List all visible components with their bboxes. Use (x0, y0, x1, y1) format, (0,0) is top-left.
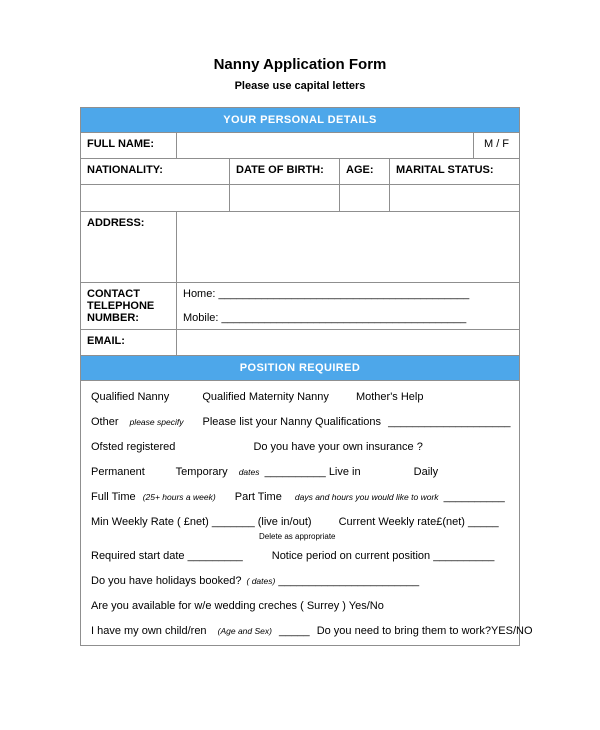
email-label: EMAIL: (87, 335, 125, 347)
holidays-dates-note: ( dates) (246, 576, 276, 586)
notice-period-label: Notice period on current position (271, 550, 431, 562)
rates-line (91, 516, 509, 528)
position-required-header: POSITION REQUIRED (81, 355, 519, 380)
own-children-label: I have my own child/ren (91, 625, 207, 637)
address-label: ADDRESS: (87, 217, 145, 229)
creches-question: Are you available for w/e wedding creches ( Surrey ) Yes/No (91, 600, 384, 612)
home-label: Home: (183, 288, 216, 300)
application-form (80, 107, 533, 646)
contact-row (81, 282, 519, 329)
dates-note: dates (238, 467, 260, 477)
ofsted-registered-label: Ofsted registered (91, 441, 176, 453)
holidays-question: Do you have holidays booked? (91, 575, 242, 587)
creches-line (91, 600, 509, 612)
current-weekly-rate-label: Current Weekly rate£(net) (338, 516, 465, 528)
option-other: Other (91, 416, 119, 428)
required-start-date-label: Required start date (91, 550, 185, 562)
ofsted-insurance-line (91, 441, 509, 453)
nanny-type-line (91, 391, 509, 403)
holidays-line (91, 575, 509, 587)
current-weekly-rate-input-line[interactable]: _____ (468, 516, 499, 528)
start-notice-line (91, 550, 509, 562)
option-qualified-maternity-nanny: Qualified Maternity Nanny (202, 391, 329, 403)
mobile-input-line[interactable]: ________________________________________ (221, 312, 467, 324)
full-name-label: FULL NAME: (87, 138, 155, 150)
option-full-time: Full Time (91, 491, 136, 503)
full-time-note: (25+ hours a week) (142, 492, 216, 502)
option-qualified-nanny: Qualified Nanny (91, 391, 170, 403)
age-label: AGE: (339, 159, 389, 184)
address-row (81, 211, 519, 282)
part-time-note: days and hours you would like to work (294, 492, 439, 502)
mobile-label: Mobile: (183, 312, 219, 324)
min-weekly-rate-input-line[interactable]: _______ (211, 516, 255, 528)
option-permanent: Permanent (91, 466, 145, 478)
personal-details-header: YOUR PERSONAL DETAILS (81, 108, 519, 132)
option-part-time: Part Time (234, 491, 282, 503)
start-date-input-line[interactable]: _________ (187, 550, 243, 562)
form-title: Nanny Application Form (213, 56, 387, 73)
contact-telephone-label: CONTACT TELEPHONE NUMBER: (87, 288, 155, 324)
children-input-line[interactable]: _____ (279, 625, 310, 637)
nationality-input[interactable] (81, 185, 229, 211)
dob-input[interactable] (229, 185, 339, 211)
holidays-input-line[interactable]: _______________________ (278, 575, 420, 587)
dob-label: DATE OF BIRTH: (229, 159, 339, 184)
option-live-in: Live in (328, 466, 361, 478)
schedule-line (91, 466, 509, 478)
demographics-input-row (81, 184, 519, 211)
option-mothers-help: Mother's Help (355, 391, 424, 403)
age-and-sex-note: (Age and Sex) (217, 626, 272, 636)
min-weekly-rate-label: Min Weekly Rate ( £net) (91, 516, 209, 528)
other-qualifications-line (91, 416, 509, 428)
full-name-input[interactable] (176, 133, 473, 158)
email-input[interactable] (176, 330, 519, 355)
option-temporary: Temporary (175, 466, 228, 478)
delete-as-appropriate-note: Delete as appropriate (259, 532, 336, 541)
demographics-header-row (81, 158, 519, 184)
own-children-line (91, 625, 533, 637)
hours-input-line[interactable]: __________ (443, 491, 505, 503)
home-input-line[interactable]: _________________________________________ (218, 288, 470, 300)
qualifications-input-line[interactable]: ____________________ (388, 416, 511, 428)
insurance-question: Do you have your own insurance ? (253, 441, 423, 453)
age-input[interactable] (339, 185, 389, 211)
bring-children-question: Do you need to bring them to work?YES/NO (316, 625, 533, 637)
marital-status-label: MARITAL STATUS: (389, 159, 519, 184)
position-required-body (81, 380, 533, 645)
home-phone-line (183, 288, 513, 300)
address-input[interactable] (176, 212, 519, 282)
please-specify-note: please specify (129, 417, 184, 427)
mobile-phone-line (183, 312, 513, 324)
hours-line (91, 491, 509, 503)
gender-options[interactable]: M / F (473, 133, 519, 158)
form-subtitle: Please use capital letters (234, 80, 366, 92)
qualifications-label: Please list your Nanny Qualifications (202, 416, 382, 428)
nationality-label: NATIONALITY: (87, 164, 163, 176)
notice-period-input-line[interactable]: __________ (433, 550, 495, 562)
full-name-row (81, 132, 519, 158)
email-row (81, 329, 519, 355)
dates-input-line[interactable]: __________ (264, 466, 326, 478)
option-daily: Daily (413, 466, 439, 478)
marital-status-input[interactable] (389, 185, 519, 211)
live-in-out-label: (live in/out) (257, 516, 312, 528)
contact-telephone-input (176, 283, 519, 329)
